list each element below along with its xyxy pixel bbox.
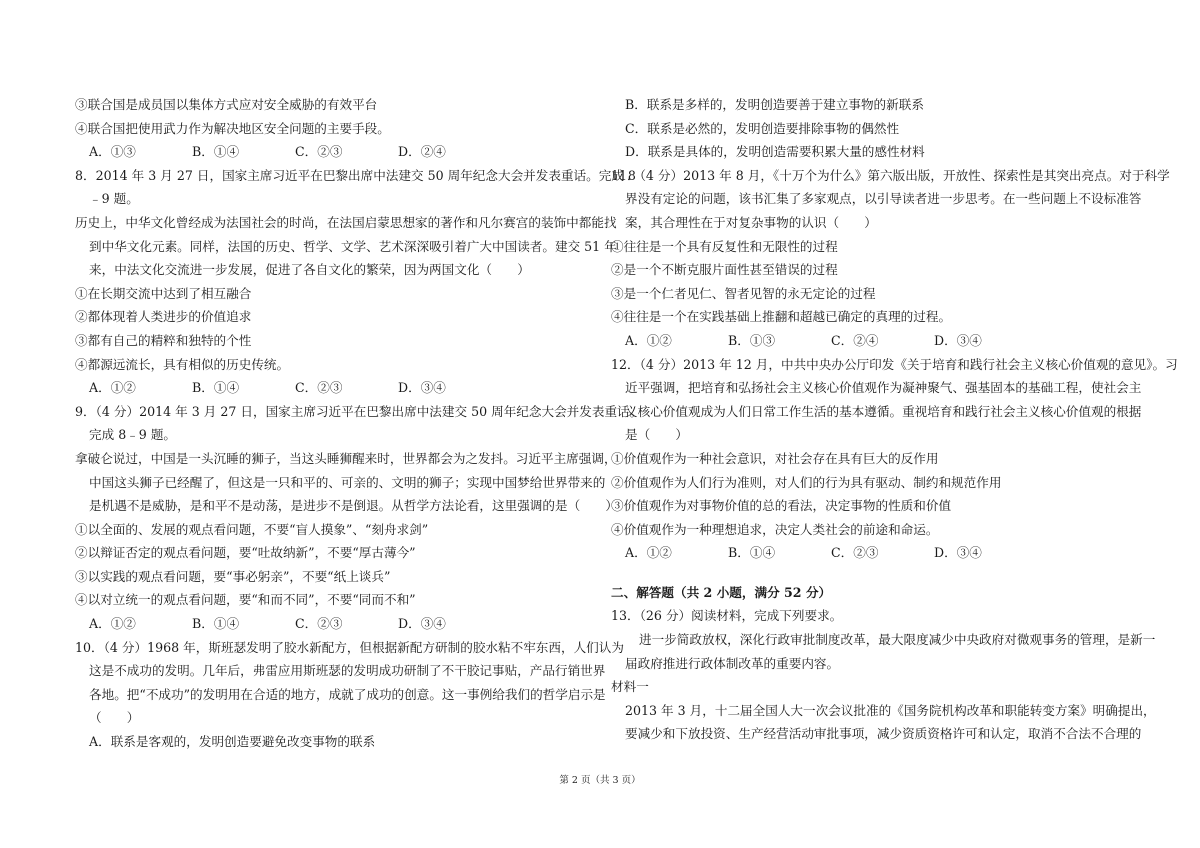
option-b: B．①④ — [192, 380, 240, 396]
text-line: ④以对立统一的观点看问题，要“和而不同”，不要“同而不和” — [75, 592, 416, 608]
text-line: 界没有定论的问题，该书汇集了多家观点，以引导读者进一步思考。在一些问题上不设标准答 — [625, 191, 1142, 207]
text-line: ①以全面的、发展的观点看问题，不要“盲人摸象”、“刻舟求剑” — [75, 521, 429, 537]
option-c: C．②③ — [295, 144, 343, 160]
option-d: D．③④ — [398, 616, 446, 632]
text-line: ﹣9 题。 — [89, 191, 139, 207]
right-column — [611, 93, 1178, 746]
text-line: 案，其合理性在于对复杂事物的认识（ ） — [625, 214, 877, 230]
option-c: C．②③ — [831, 545, 879, 561]
option-a: A．联系是客观的，发明创造要避免改变事物的联系 — [89, 734, 376, 750]
text-line: 2013 年 3 月，十二届全国人大一次会议批准的《国务院机构改革和职能转变方案》明确提出， — [625, 702, 1156, 718]
text-line: 完成 8﹣9 题。 — [89, 427, 177, 443]
option-d: D．②④ — [398, 144, 446, 160]
text-line: ③是一个仁者见仁、智者见智的永无定论的过程 — [611, 285, 876, 301]
question-8-stem: 8．2014 年 3 月 27 日，国家主席习近平在巴黎出席中法建交 50 周年纪念大会并发表重话。完成 8 — [75, 167, 636, 183]
text-line: 来，中法文化交流进一步发展，促进了各自文化的繁荣，因为两国文化（ ） — [89, 262, 530, 278]
answer-options — [611, 541, 1131, 565]
text-line: 到中华文化元素。同样，法国的历史、哲学、文学、艺术深深吸引着广大中国读者。建交 51 年 — [89, 238, 617, 254]
option-a: A．①② — [625, 545, 672, 561]
text-line: ③都有自己的精粹和独特的个性 — [75, 332, 252, 348]
text-line: 是（ ） — [625, 427, 688, 443]
text-line: 要减少和下放投资、生产经营活动审批事项，减少资质资格许可和认定，取消不合法不合理的 — [625, 726, 1142, 742]
text-line: ④往往是一个在实践基础上推翻和超越已确定的真理的过程。 — [611, 309, 952, 325]
text-line: 义核心价值观成为人们日常工作生活的基本遵循。重视培育和践行社会主义核心价值观的根据 — [625, 403, 1142, 419]
text-line: ①价值观作为一种社会意识，对社会存在具有巨大的反作用 — [611, 450, 939, 466]
option-d: D．③④ — [934, 332, 982, 348]
page-footer: 第 2 页（共 3 页） — [559, 775, 641, 786]
section-heading: 二、解答题（共 2 小题，满分 52 分） — [611, 584, 832, 600]
answer-options — [611, 329, 1131, 353]
text-line: 中国这头狮子已经醒了，但这是一只和平的、可亲的、文明的狮子；实现中国梦给世界带来的 — [89, 474, 606, 490]
option-a: A．①② — [89, 380, 136, 396]
text-line: ④价值观作为一种理想追求，决定人类社会的前途和命运。 — [611, 521, 939, 537]
text-line: 届政府推进行政体制改革的重要内容。 — [625, 655, 840, 671]
text-line: 这是不成功的发明。几年后，弗雷应用斯班瑟的发明成功研制了不干胶记事贴，产品行销世界 — [89, 663, 606, 679]
option-a: A．①② — [89, 616, 136, 632]
option-c: C．联系是必然的，发明创造要排除事物的偶然性 — [625, 120, 900, 136]
answer-options — [75, 376, 597, 400]
option-a: A．①③ — [89, 144, 136, 160]
text-line: （ ） — [89, 710, 140, 726]
question-12-stem: 12．（4 分）2013 年 12 月，中共中央办公厅印发《关于培育和践行社会主义核心价值观的意见》。习 — [611, 356, 1178, 372]
answer-options — [75, 140, 597, 164]
option-d: D．联系是具体的，发明创造需要积累大量的感性材料 — [625, 144, 925, 160]
option-b: B．①④ — [192, 616, 240, 632]
text-line: ②是一个不断克服片面性甚至错误的过程 — [611, 262, 838, 278]
text-line: ②以辩证否定的观点看问题，要“吐故纳新”，不要“厚古薄今” — [75, 545, 416, 561]
text-line: ④联合国把使用武力作为解决地区安全问题的主要手段。 — [75, 120, 390, 136]
text-line: ③价值观作为对事物价值的总的看法，决定事物的性质和价值 — [611, 498, 952, 514]
text-line: ③以实践的观点看问题，要“事必躬亲”，不要“纸上谈兵” — [75, 568, 391, 584]
option-d: D．③④ — [934, 545, 982, 561]
text-line: ①在长期交流中达到了相互融合 — [75, 285, 252, 301]
option-b: B．①④ — [728, 545, 776, 561]
option-b: B．①④ — [192, 144, 240, 160]
question-9-stem: 9．（4 分）2014 年 3 月 27 日，国家主席习近平在巴黎出席中法建交 50 周年纪念大会并发表重话。 — [75, 403, 643, 419]
question-13-stem: 13．（26 分）阅读材料，完成下列要求。 — [611, 608, 843, 624]
option-b: B．联系是多样的，发明创造要善于建立事物的新联系 — [625, 97, 924, 112]
text-line: 各地。把“不成功”的发明用在合适的地方，成就了成功的创意。这一事例给我们的哲学启示是 — [89, 686, 606, 702]
answer-options — [75, 612, 597, 636]
text-line: 进一步简政放权，深化行政审批制度改革，最大限度减少中央政府对微观事务的管理，是新一 — [639, 632, 1156, 648]
option-d: D．③④ — [398, 380, 446, 396]
material-label: 材料一 — [611, 679, 649, 695]
question-11-stem: 11．（4 分）2013 年 8 月，《十万个为什么》第六版出版，开放性、探索性是其突出亮点。对于科学 — [611, 167, 1170, 183]
section-gap — [611, 565, 1131, 577]
text-line: 近平强调，把培育和弘扬社会主义核心价值观作为凝神聚气、强基固本的基础工程，使社会主 — [625, 380, 1142, 396]
text-line: ③联合国是成员国以集体方式应对安全威胁的有效平台 — [75, 97, 378, 112]
text-line: ②都体现着人类进步的价值追求 — [75, 309, 252, 325]
text-line: ④都源远流长，具有相似的历史传统。 — [75, 356, 290, 372]
option-b: B．①③ — [728, 332, 776, 348]
text-line: 是机遇不是威胁，是和平不是动荡，是进步不是倒退。从哲学方法论看，这里强调的是（ ） — [89, 498, 618, 514]
text-line: 拿破仑说过，中国是一头沉睡的狮子，当这头睡狮醒来时，世界都会为之发抖。习近平主席强调， — [75, 450, 617, 466]
text-line: 历史上，中华文化曾经成为法国社会的时尚，在法国启蒙思想家的著作和凡尔赛宫的装饰中都能找 — [75, 214, 617, 230]
text-line: ①往往是一个具有反复性和无限性的过程 — [611, 238, 838, 254]
text-line: ②价值观作为人们行为准则，对人们的行为具有驱动、制约和规范作用 — [611, 474, 1002, 490]
option-a: A．①② — [625, 332, 672, 348]
question-10-stem: 10．（4 分）1968 年，斯班瑟发明了胶水新配方，但根据新配方研制的胶水粘不牢东西，人们认为 — [75, 639, 624, 655]
option-c: C．②④ — [831, 332, 879, 348]
option-c: C．②③ — [295, 380, 343, 396]
option-c: C．②③ — [295, 616, 343, 632]
